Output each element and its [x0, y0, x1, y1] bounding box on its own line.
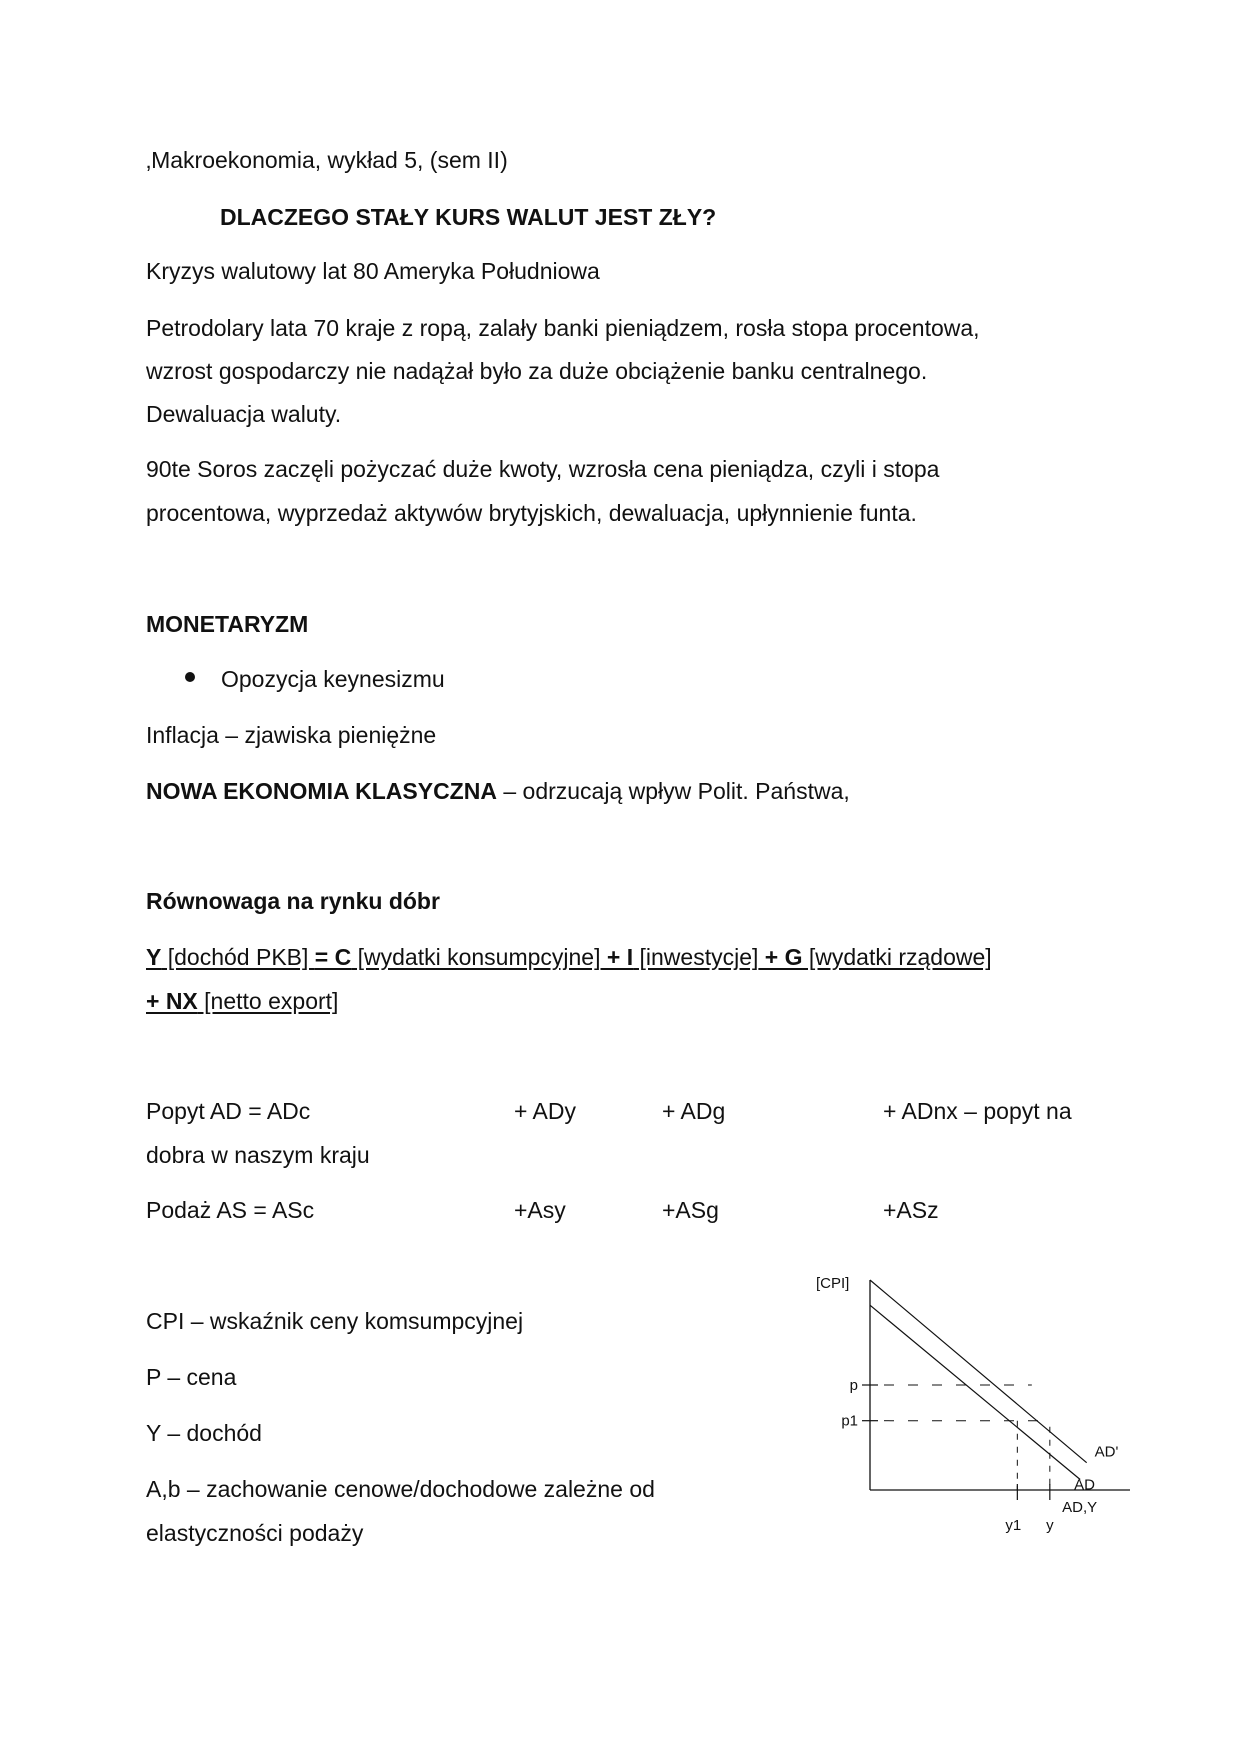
- formula-c: = C: [314, 944, 352, 970]
- supply-col-4: +ASz: [883, 1197, 939, 1223]
- y-label: y: [1046, 1517, 1054, 1534]
- p-label: p: [849, 1377, 858, 1394]
- supply-col-2: +Asy: [514, 1197, 566, 1223]
- def-ab-1: A,b – zachowanie cenowe/dochodowe zależne od: [146, 1476, 655, 1502]
- p1-label: p1: [841, 1412, 858, 1430]
- def-cpi: CPI – wskaźnik ceny komsumpcyjnej: [146, 1308, 524, 1334]
- nek-line: [146, 776, 850, 806]
- bullet-item: Opozycja keynesizmu: [221, 666, 445, 692]
- demand-col-3: + ADg: [662, 1098, 726, 1124]
- ad-label: AD: [1074, 1476, 1096, 1494]
- def-ab-2: elastyczności podaży: [146, 1520, 364, 1546]
- def-p: P – cena: [146, 1364, 237, 1390]
- page-title: DLACZEGO STAŁY KURS WALUT JEST ZŁY?: [220, 204, 717, 230]
- y1-label: y1: [1005, 1517, 1022, 1534]
- cpi-axis-label: [CPI]: [816, 1275, 850, 1292]
- demand-col-4: + ADnx – popyt na: [883, 1098, 1072, 1124]
- formula-nx-desc: [netto export]: [197, 988, 339, 1014]
- nek-bold: NOWA EKONOMIA KLASYCZNA: [146, 778, 497, 804]
- soros-line-1: 90te Soros zaczęli pożyczać duże kwoty, wzrosła cena pieniądza, czyli i stopa: [146, 456, 940, 482]
- supply-col-3: +ASg: [662, 1197, 719, 1223]
- demand-continuation: dobra w naszym kraju: [146, 1142, 370, 1168]
- crisis-paragraph: Kryzys walutowy lat 80 Ameryka Południowa: [146, 258, 600, 284]
- formula-y: Y: [146, 944, 162, 970]
- soros-line-2: procentowa, wyprzedaż aktywów brytyjskich, dewaluacja, upłynnienie funta.: [146, 500, 917, 526]
- def-y: Y – dochód: [146, 1420, 262, 1446]
- formula-g: + G: [758, 944, 803, 970]
- formula-i: + I: [600, 944, 634, 970]
- formula-g-desc: [wydatki rządowe]: [802, 944, 992, 970]
- demand-col-2: + ADy: [514, 1098, 577, 1124]
- x-axis-label: AD,Y: [1062, 1499, 1098, 1516]
- inflation-line: Inflacja – zjawiska pieniężne: [146, 722, 437, 748]
- document-header: ‚Makroekonomia, wykład 5, (sem II): [146, 147, 508, 173]
- petro-line-2: wzrost gospodarczy nie nadążał było za duże obciążenie banku centralnego.: [146, 358, 928, 384]
- formula-y-desc: [dochód PKB]: [161, 944, 315, 970]
- formula-nx: + NX: [146, 988, 198, 1014]
- equilibrium-heading: Równowaga na rynku dóbr: [146, 888, 440, 914]
- ad-prime-line: [870, 1280, 1087, 1463]
- supply-col-1: Podaż AS = ASc: [146, 1197, 315, 1223]
- demand-col-1: Popyt AD = ADc: [146, 1098, 311, 1124]
- formula-c-desc: [wydatki konsumpcyjne]: [351, 944, 601, 970]
- nek-rest: – odrzucają wpływ Polit. Państwa,: [496, 778, 850, 804]
- ad-prime-label: AD': [1094, 1443, 1119, 1461]
- bullet-dot: [185, 672, 195, 682]
- formula-line-1: [146, 942, 992, 972]
- petro-line-1: Petrodolary lata 70 kraje z ropą, zalały banki pieniądzem, rosła stopa procentowa,: [146, 315, 980, 341]
- petro-line-3: Dewaluacja waluty.: [146, 401, 342, 427]
- monetaryzm-heading: MONETARYZM: [146, 611, 309, 637]
- ad-chart: [800, 1270, 1180, 1540]
- formula-i-desc: [inwestycje]: [633, 944, 759, 970]
- formula-line-2: [146, 986, 338, 1016]
- ad-line: [870, 1305, 1080, 1479]
